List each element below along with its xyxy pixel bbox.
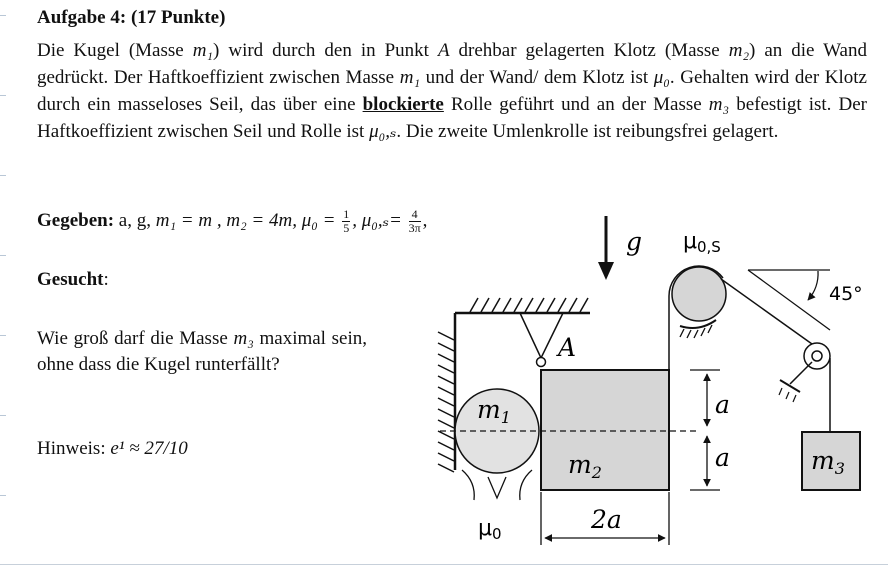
- sphere-m1-label: $m_1$: [477, 395, 511, 427]
- question-text: Wie groß darf die Masse m₃ maximal sein, ohne dass die Kugel runterfällt?: [37, 328, 367, 375]
- dimension-a-bottom: a: [715, 443, 730, 472]
- fraction-mu0s: $\frac{4}{3\pi}$: [408, 207, 421, 235]
- free-pulley: [779, 343, 830, 402]
- task-description: Die Kugel (Masse m₁) wird durch den in Punkt A drehbar gelagerten Klotz (Masse m₂) an die Wand gedrückt. Der Haftkoeffizient zwischen Masse m₁ und der Wand/ dem Klotz ist μ₀. Gehalten wird der Klotz durch ein masseloses Seil, das über eine blockierte Rolle geführt und an der Masse m₃ befestigt ist. Der Haftkoeffizient zwischen Seil und Rolle ist μ₀,ₛ. Die zweite Umlenkrolle ist reibungsfrei gelagert.: [37, 40, 867, 142]
- mu0-label: μ0: [478, 516, 502, 543]
- task-heading: Aufgabe 4: (17 Punkte): [37, 7, 226, 28]
- angle-reference: [748, 270, 830, 330]
- fraction-mu0: $\frac{1}{5}$: [343, 207, 350, 235]
- gravity-label: g: [626, 227, 643, 256]
- emphasis-blockiert: blockierte: [362, 94, 444, 115]
- block-m3-label: $m_3$: [811, 446, 845, 478]
- hint-text: Hinweis: e¹ ≈ 27/10: [37, 438, 188, 459]
- gravity-arrow: [598, 216, 614, 280]
- left-wall: [438, 313, 455, 472]
- dimension-2a: 2a: [591, 505, 622, 534]
- height-dimension: [690, 370, 720, 490]
- rope-diagonal: [721, 279, 812, 344]
- block-m2: [541, 370, 669, 490]
- angle-label: 45°: [829, 283, 863, 305]
- sought-label: Gesucht:: [37, 269, 109, 290]
- mu0s-label: μ0,S: [683, 229, 721, 256]
- point-A-label: A: [558, 333, 577, 362]
- ceiling-support: [455, 298, 590, 313]
- given-line: Gegeben: a, g, m₁ = m , m₂ = 4m, μ₀ = $\frac{1}{5}$ , μ₀,ₛ= $\frac{4}{3\pi}$ ,: [37, 207, 428, 235]
- page-bottom-rule: [0, 564, 888, 565]
- blocked-pulley-mount: [680, 320, 716, 338]
- block-m2-label: $m_2$: [568, 450, 602, 482]
- pivot-support: [520, 313, 563, 367]
- dimension-a-top: a: [715, 390, 730, 419]
- friction-contact-marks: [462, 470, 532, 500]
- blocked-pulley: [672, 267, 726, 321]
